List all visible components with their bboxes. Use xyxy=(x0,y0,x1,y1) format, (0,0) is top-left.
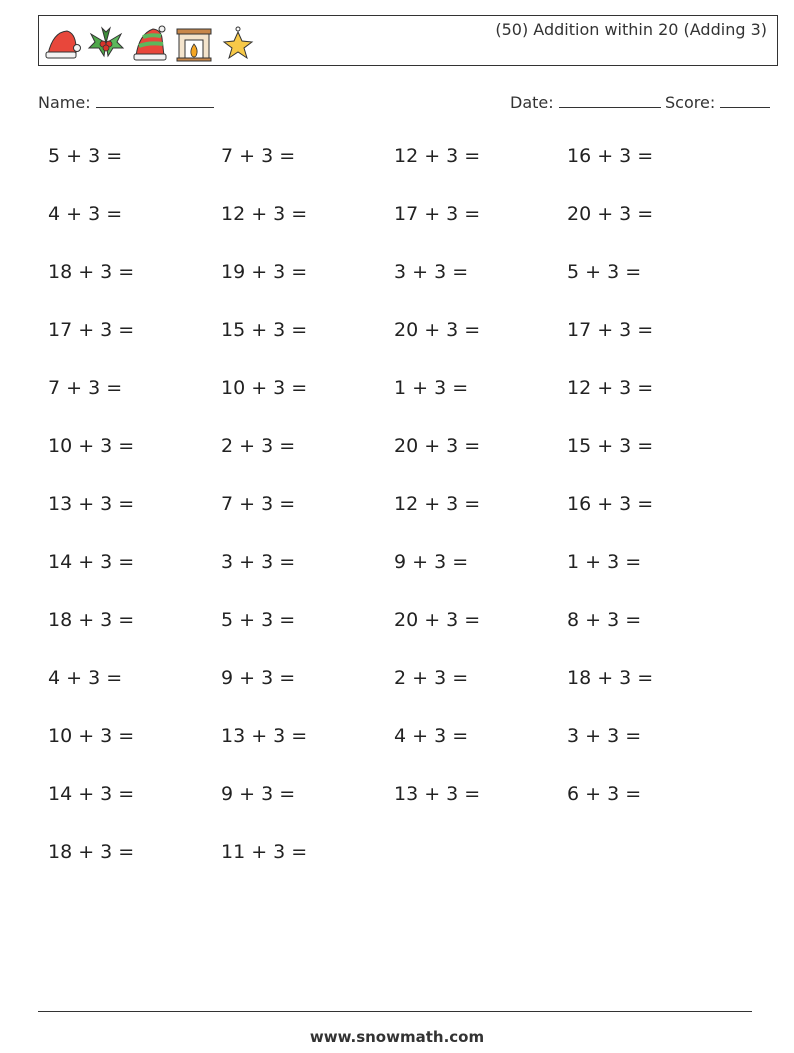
problem-item: 12 + 3 = xyxy=(394,493,481,515)
problem-item: 2 + 3 = xyxy=(394,667,469,689)
problem-item: 6 + 3 = xyxy=(567,783,642,805)
problem-item: 12 + 3 = xyxy=(394,145,481,167)
footer-divider xyxy=(38,1011,752,1012)
problem-item: 7 + 3 = xyxy=(221,145,296,167)
problem-item: 14 + 3 = xyxy=(48,783,135,805)
problem-item: 18 + 3 = xyxy=(48,609,135,631)
problem-item: 11 + 3 = xyxy=(221,841,308,863)
header-icons xyxy=(43,24,257,62)
problem-item: 13 + 3 = xyxy=(394,783,481,805)
problem-item: 15 + 3 = xyxy=(221,319,308,341)
problem-item: 20 + 3 = xyxy=(394,319,481,341)
problem-item: 8 + 3 = xyxy=(567,609,642,631)
star-ornament-icon xyxy=(219,24,257,62)
problem-item: 17 + 3 = xyxy=(394,203,481,225)
problem-item: 17 + 3 = xyxy=(567,319,654,341)
problem-item: 9 + 3 = xyxy=(221,667,296,689)
striped-elf-hat-icon xyxy=(131,24,169,62)
name-blank-line[interactable] xyxy=(96,93,214,108)
problem-item: 1 + 3 = xyxy=(394,377,469,399)
problem-item: 5 + 3 = xyxy=(48,145,123,167)
date-label: Date: xyxy=(510,93,554,112)
problem-item: 7 + 3 = xyxy=(221,493,296,515)
name-label: Name: xyxy=(38,93,91,112)
problem-item: 10 + 3 = xyxy=(221,377,308,399)
problem-item: 4 + 3 = xyxy=(48,667,123,689)
problem-item: 9 + 3 = xyxy=(394,551,469,573)
problem-item: 9 + 3 = xyxy=(221,783,296,805)
problem-item: 17 + 3 = xyxy=(48,319,135,341)
problem-item: 5 + 3 = xyxy=(567,261,642,283)
score-field xyxy=(665,93,770,112)
problem-item: 20 + 3 = xyxy=(394,435,481,457)
worksheet-header xyxy=(38,15,778,66)
problem-item: 12 + 3 = xyxy=(567,377,654,399)
problem-item: 14 + 3 = xyxy=(48,551,135,573)
problem-item: 18 + 3 = xyxy=(567,667,654,689)
santa-hat-icon xyxy=(43,24,81,62)
problem-item: 13 + 3 = xyxy=(221,725,308,747)
problem-item: 20 + 3 = xyxy=(567,203,654,225)
problem-item: 2 + 3 = xyxy=(221,435,296,457)
score-label: Score: xyxy=(665,93,716,112)
name-field xyxy=(38,93,214,112)
problem-item: 3 + 3 = xyxy=(567,725,642,747)
problem-item: 3 + 3 = xyxy=(221,551,296,573)
problem-item: 18 + 3 = xyxy=(48,841,135,863)
problem-item: 15 + 3 = xyxy=(567,435,654,457)
problem-item: 20 + 3 = xyxy=(394,609,481,631)
problem-item: 4 + 3 = xyxy=(394,725,469,747)
problem-item: 10 + 3 = xyxy=(48,435,135,457)
problem-item: 4 + 3 = xyxy=(48,203,123,225)
problem-item: 10 + 3 = xyxy=(48,725,135,747)
problem-item: 12 + 3 = xyxy=(221,203,308,225)
fireplace-icon xyxy=(175,24,213,62)
problem-item: 13 + 3 = xyxy=(48,493,135,515)
problem-item: 7 + 3 = xyxy=(48,377,123,399)
problem-item: 1 + 3 = xyxy=(567,551,642,573)
date-blank-line[interactable] xyxy=(559,93,661,108)
score-blank-line[interactable] xyxy=(720,93,770,108)
problem-item: 3 + 3 = xyxy=(394,261,469,283)
holly-icon xyxy=(87,24,125,62)
problem-item: 16 + 3 = xyxy=(567,145,654,167)
footer-website: www.snowmath.com xyxy=(309,1028,485,1046)
problem-item: 16 + 3 = xyxy=(567,493,654,515)
date-field xyxy=(510,93,661,112)
problem-item: 19 + 3 = xyxy=(221,261,308,283)
worksheet-title: (50) Addition within 20 (Adding 3) xyxy=(495,20,767,39)
problem-item: 18 + 3 = xyxy=(48,261,135,283)
problem-item: 5 + 3 = xyxy=(221,609,296,631)
